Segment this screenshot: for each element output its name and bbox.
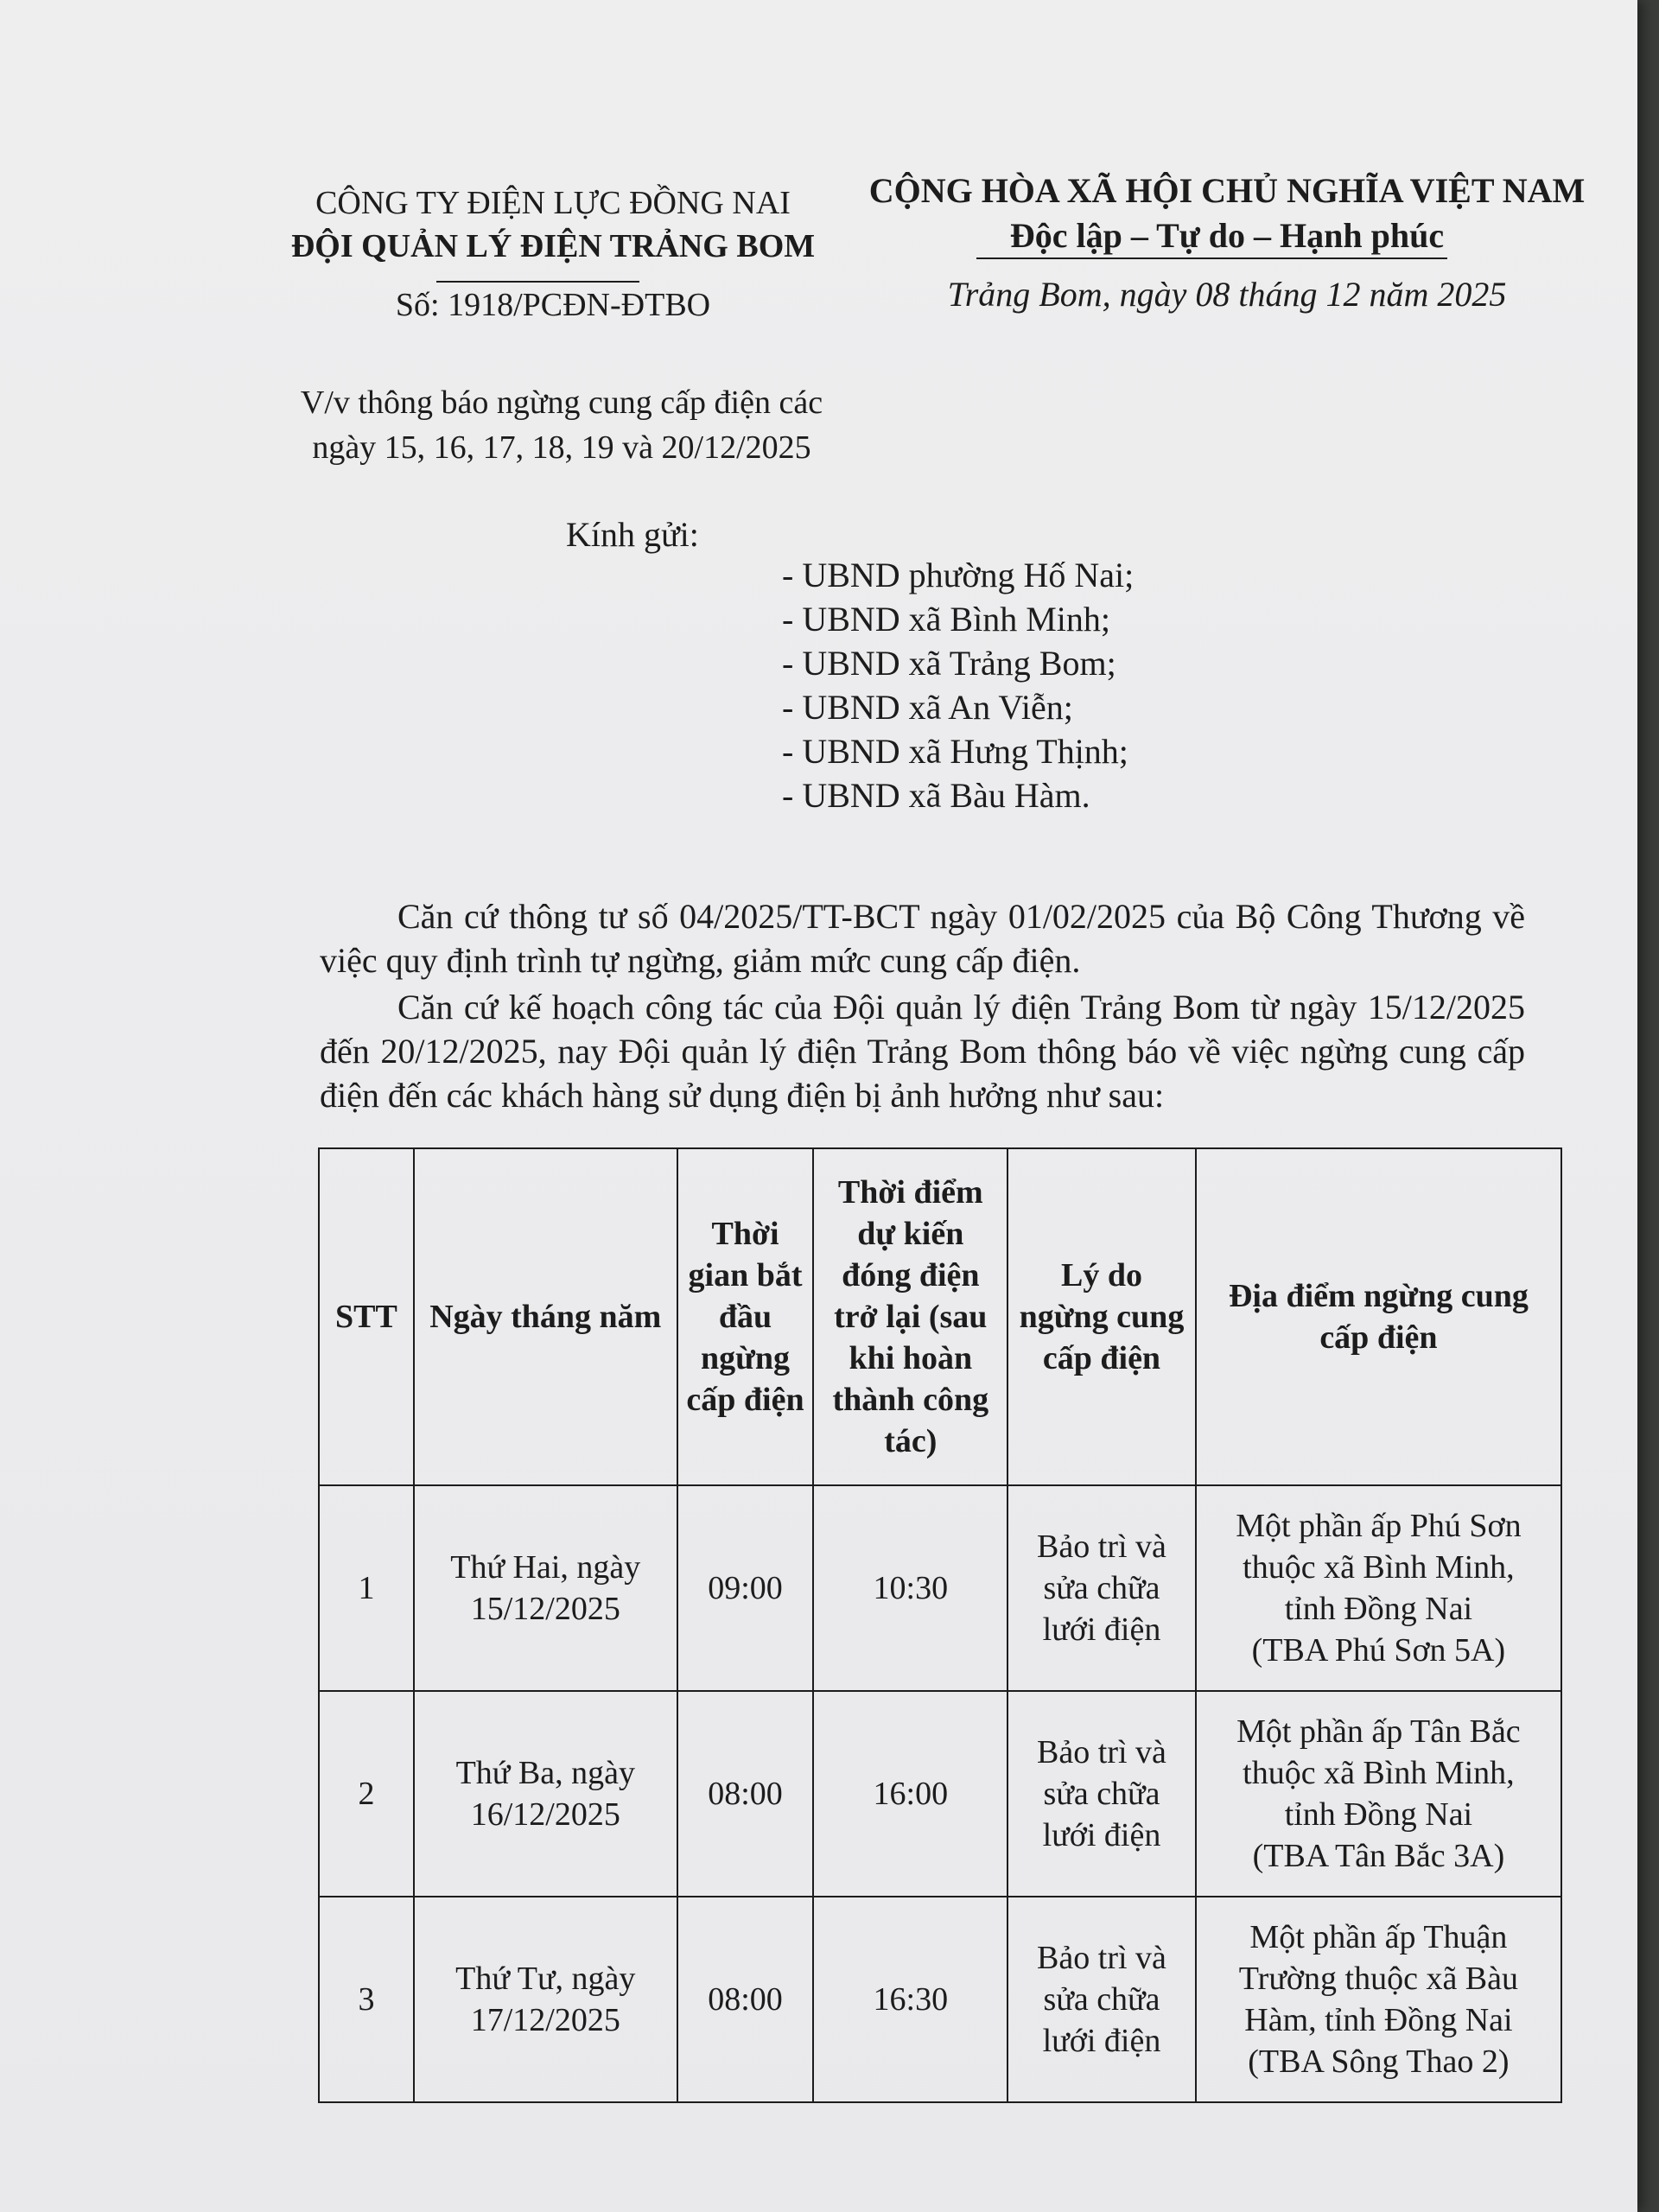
cell-end: 16:30 xyxy=(813,1897,1007,2102)
table-row xyxy=(319,1897,1561,2102)
cell-location-line: thuộc xã Bình Minh, xyxy=(1243,1549,1515,1586)
cell-stt: 3 xyxy=(319,1897,414,2102)
cell-date xyxy=(414,1691,677,1897)
recipient-item: - UBND xã Bàu Hàm. xyxy=(782,776,1090,815)
doc-number: Số: 1918/PCĐN-ĐTBO xyxy=(395,287,711,323)
cell-start: 08:00 xyxy=(677,1897,814,2102)
cell-location-line: Trường thuộc xã Bàu xyxy=(1238,1961,1519,1997)
org-unit: ĐỘI QUẢN LÝ ĐIỆN TRẢNG BOM xyxy=(290,228,816,264)
cell-reason: Bảo trì và sửa chữa lưới điện xyxy=(1007,1485,1196,1691)
paragraph-text: Căn cứ kế hoạch công tác của Đội quản lý điện Trảng Bom từ ngày 15/12/2025 đến 20/12/2025, nay Đội quản lý điện Trảng Bom thông báo về việc ngừng cung cấp điện đến các khách hàng sử dụng điện bị ảnh hưởng như sau: xyxy=(320,988,1525,1115)
cell-location-line: tỉnh Đồng Nai xyxy=(1284,1591,1473,1627)
recipient-list xyxy=(782,553,1134,817)
cell-location-line: (TBA Sông Thao 2) xyxy=(1248,2044,1510,2080)
table-row xyxy=(319,1691,1561,1897)
cell-location-line: (TBA Tân Bắc 3A) xyxy=(1252,1838,1505,1874)
cell-end: 10:30 xyxy=(813,1485,1007,1691)
recipient-item: - UBND xã An Viễn; xyxy=(782,688,1073,727)
cell-date-line: 17/12/2025 xyxy=(470,2002,620,2038)
paragraph-text: Căn cứ thông tư số 04/2025/TT-BCT ngày 01/02/2025 của Bộ Công Thương về việc quy định trình tự ngừng, giảm mức cung cấp điện. xyxy=(320,897,1525,980)
cell-stt: 1 xyxy=(319,1485,414,1691)
cell-date xyxy=(414,1485,677,1691)
greeting: Kính gửi: xyxy=(566,515,699,554)
cell-location xyxy=(1196,1485,1561,1691)
col-header-reason: Lý do ngừng cung cấp điện xyxy=(1007,1148,1196,1485)
cell-end: 16:00 xyxy=(813,1691,1007,1897)
recipient-item: - UBND phường Hố Nai; xyxy=(782,556,1135,594)
cell-date-line: Thứ Ba, ngày xyxy=(455,1755,635,1791)
subject-line-2: ngày 15, 16, 17, 18, 19 và 20/12/2025 xyxy=(312,429,811,466)
cell-location xyxy=(1196,1897,1561,2102)
cell-location-line: Một phần ấp Tân Bắc xyxy=(1236,1713,1521,1750)
recipient-item: - UBND xã Trảng Bom; xyxy=(782,644,1116,683)
motto: Độc lập – Tự do – Hạnh phúc xyxy=(1009,216,1445,255)
cell-location-line: Một phần ấp Phú Sơn xyxy=(1236,1508,1522,1544)
cell-reason: Bảo trì và sửa chữa lưới điện xyxy=(1007,1691,1196,1897)
cell-date-line: 15/12/2025 xyxy=(470,1591,620,1627)
col-header-start: Thời gian bắt đầu ngừng cấp điện xyxy=(677,1148,814,1485)
recipient-item: - UBND xã Hưng Thịnh; xyxy=(782,732,1128,771)
issuer-underline xyxy=(436,281,639,283)
paragraph-legal-basis xyxy=(320,894,1525,982)
cell-location-line: (TBA Phú Sơn 5A) xyxy=(1251,1632,1506,1669)
cell-location-line: tỉnh Đồng Nai xyxy=(1284,1796,1473,1833)
col-header-location: Địa điểm ngừng cung cấp điện xyxy=(1196,1148,1561,1485)
cell-date-line: Thứ Hai, ngày xyxy=(450,1549,641,1586)
cell-location-line: Một phần ấp Thuận xyxy=(1249,1919,1508,1955)
cell-date-line: Thứ Tư, ngày xyxy=(455,1961,636,1997)
national-header xyxy=(855,168,1599,258)
subject-line-1: V/v thông báo ngừng cung cấp điện các xyxy=(300,385,823,421)
col-header-end: Thời điểm dự kiến đóng điện trở lại (sau khi hoàn thành công tác) xyxy=(813,1148,1007,1485)
table-row xyxy=(319,1485,1561,1691)
recipient-item: - UBND xã Bình Minh; xyxy=(782,600,1110,639)
motto-underline xyxy=(976,257,1447,259)
cell-stt: 2 xyxy=(319,1691,414,1897)
subject-block xyxy=(259,380,864,470)
table-header-row xyxy=(319,1148,1561,1485)
col-header-stt: STT xyxy=(319,1148,414,1485)
country-name: CỘNG HÒA XÃ HỘI CHỦ NGHĨA VIỆT NAM xyxy=(868,171,1586,210)
place-date: Trảng Bom, ngày 08 tháng 12 năm 2025 xyxy=(947,275,1507,314)
cell-date-line: 16/12/2025 xyxy=(470,1796,620,1833)
cell-location-line: Hàm, tỉnh Đồng Nai xyxy=(1244,2002,1513,2038)
cell-start: 09:00 xyxy=(677,1485,814,1691)
issuer-block xyxy=(259,181,847,268)
cell-reason: Bảo trì và sửa chữa lưới điện xyxy=(1007,1897,1196,2102)
cell-location xyxy=(1196,1691,1561,1897)
paragraph-plan xyxy=(320,985,1525,1117)
col-header-date: Ngày tháng năm xyxy=(414,1148,677,1485)
cell-date xyxy=(414,1897,677,2102)
cell-location-line: thuộc xã Bình Minh, xyxy=(1243,1755,1515,1791)
outage-schedule-table xyxy=(318,1147,1562,2103)
org-parent: CÔNG TY ĐIỆN LỰC ĐỒNG NAI xyxy=(315,185,791,221)
cell-start: 08:00 xyxy=(677,1691,814,1897)
